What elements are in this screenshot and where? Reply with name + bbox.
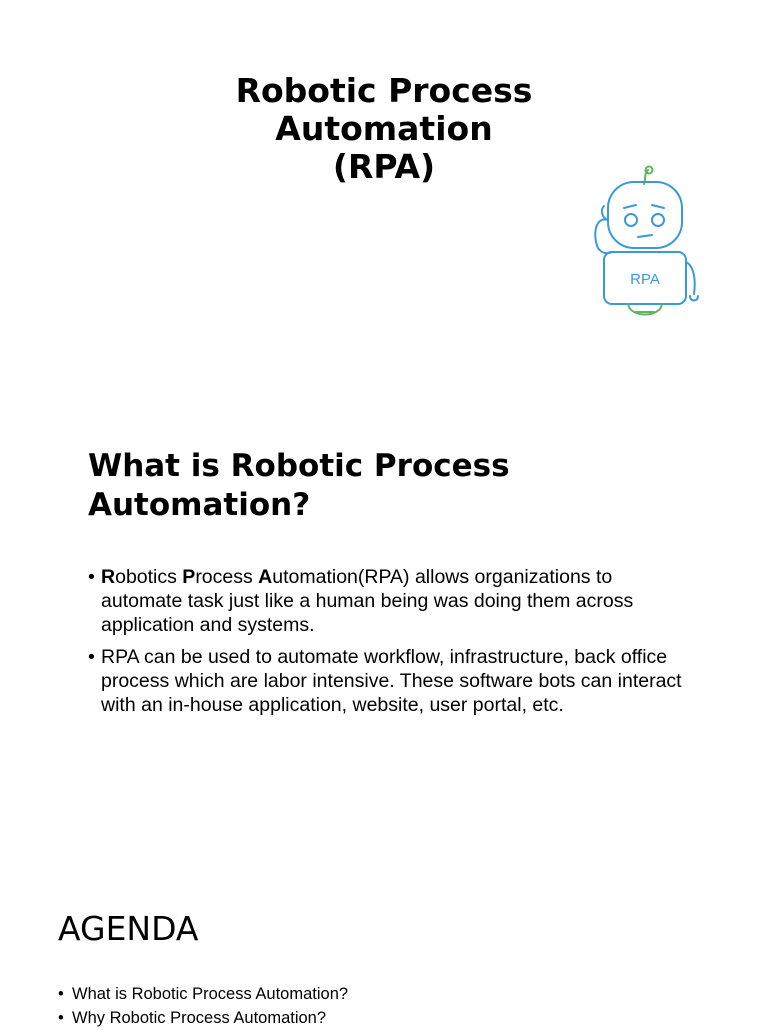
bullet-line: automate task just like a human being was doing them across xyxy=(101,590,634,612)
robot-badge-text: RPA xyxy=(630,271,660,288)
bullet-line: application and systems. xyxy=(101,614,315,636)
agenda-list xyxy=(58,982,738,1030)
bullet-text: utomation(RPA) allows organizations to xyxy=(272,566,613,588)
robot-illustration-icon xyxy=(586,162,706,324)
acronym-letter: R xyxy=(101,566,116,588)
bullet-text: rocess xyxy=(195,566,259,588)
agenda-item: • What is Robotic Process Automation? xyxy=(58,982,738,1006)
bullet-line: process which are labor intensive. These software bots can interact xyxy=(101,670,682,692)
section-heading xyxy=(88,447,728,525)
slide-title-line-1: Robotic Process xyxy=(235,71,533,110)
agenda-item: • Why Robotic Process Automation? xyxy=(58,1006,738,1030)
definition-bullet-list xyxy=(88,565,728,725)
slide-title-line-3: (RPA) xyxy=(332,147,436,186)
acronym-letter: P xyxy=(182,566,196,588)
bullet-item xyxy=(88,645,728,717)
section-heading-line-2: Automation? xyxy=(88,487,311,523)
acronym-letter: A xyxy=(258,566,273,588)
bullet-text: obotics xyxy=(115,566,183,588)
slide-title-line-2: Automation xyxy=(275,109,493,148)
agenda-heading: AGENDA xyxy=(58,909,199,948)
bullet-line: with an in-house application, website, user portal, etc. xyxy=(101,694,564,716)
bullet-item xyxy=(88,565,728,637)
bullet-line xyxy=(101,565,728,589)
section-heading-line-1: What is Robotic Process xyxy=(88,448,510,484)
bullet-line: • RPA can be used to automate workflow, infrastructure, back office xyxy=(101,646,668,668)
